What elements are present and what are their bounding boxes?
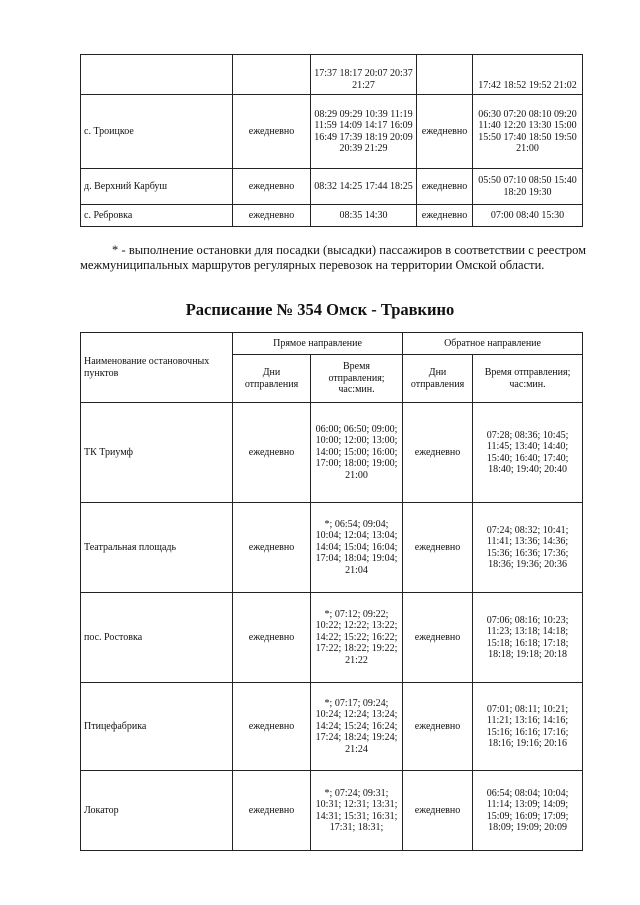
table-row	[81, 205, 583, 227]
table-row	[81, 503, 583, 593]
forward-days	[233, 55, 311, 95]
backward-days: ежедневно	[417, 169, 473, 205]
footnote: * - выполнение остановки для посадки (высадки) пассажиров в соответствии с реестром межмуниципальных маршрутов регулярных перевозок на территории Омской области.	[80, 243, 586, 272]
backward-times: 07:06; 08:16; 10:23; 11:23; 13:18; 14:18; 15:18; 16:18; 17:18; 18:18; 19:18; 20:18	[473, 593, 583, 683]
route-schedule-table-continued	[80, 54, 583, 227]
stop-column-header: Наименование остановочных пунктов	[81, 333, 233, 403]
forward-time-header: Время отправления; час:мин.	[311, 355, 403, 403]
backward-times: 07:01; 08:11; 10:21; 11:21; 13:16; 14:16; 15:16; 16:16; 17:16; 18:16; 19:16; 20:16	[473, 683, 583, 771]
stop-name: д. Верхний Карбуш	[81, 169, 233, 205]
stop-name: ТК Триумф	[81, 403, 233, 503]
forward-days: ежедневно	[233, 169, 311, 205]
backward-times: 06:30 07:20 08:10 09:20 11:40 12:20 13:30 15:00 15:50 17:40 18:50 19:50 21:00	[473, 95, 583, 169]
backward-days-header: Дни отправления	[403, 355, 473, 403]
forward-times: *; 07:24; 09:31; 10:31; 12:31; 13:31; 14:31; 15:31; 16:31; 17:31; 18:31;	[311, 771, 403, 851]
backward-time-header: Время отправления; час:мин.	[473, 355, 583, 403]
schedule-title: Расписание № 354 Омск - Травкино	[185, 300, 455, 319]
backward-days: ежедневно	[403, 771, 473, 851]
table-row	[81, 593, 583, 683]
table-row	[81, 403, 583, 503]
table-row	[81, 683, 583, 771]
forward-times: 17:37 18:17 20:07 20:37 21:27	[311, 55, 417, 95]
forward-times: *; 06:54; 09:04; 10:04; 12:04; 13:04; 14:04; 15:04; 16:04; 17:04; 18:04; 19:04; 21:04	[311, 503, 403, 593]
stop-name: с. Троицкое	[81, 95, 233, 169]
forward-times: 06:00; 06:50; 09:00; 10:00; 12:00; 13:00; 14:00; 15:00; 16:00; 17:00; 18:00; 19:00; 21:00	[311, 403, 403, 503]
stop-name: пос. Ростовка	[81, 593, 233, 683]
header-row	[81, 333, 583, 355]
backward-days: ежедневно	[417, 205, 473, 227]
table-row	[81, 169, 583, 205]
forward-days: ежедневно	[233, 503, 311, 593]
forward-times: *; 07:12; 09:22; 10:22; 12:22; 13:22; 14:22; 15:22; 16:22; 17:22; 18:22; 19:22; 21:22	[311, 593, 403, 683]
forward-days: ежедневно	[233, 683, 311, 771]
table-row	[81, 55, 583, 95]
stop-name: Театральная площадь	[81, 503, 233, 593]
forward-days: ежедневно	[233, 205, 311, 227]
backward-times: 05:50 07:10 08:50 15:40 18:20 19:30	[473, 169, 583, 205]
forward-times: 08:32 14:25 17:44 18:25	[311, 169, 417, 205]
stop-name: Локатор	[81, 771, 233, 851]
table-row	[81, 771, 583, 851]
backward-times: 17:42 18:52 19:52 21:02	[473, 55, 583, 95]
backward-days: ежедневно	[403, 683, 473, 771]
backward-times: 07:24; 08:32; 10:41; 11:41; 13:36; 14:36; 15:36; 16:36; 17:36; 18:36; 19:36; 20:36	[473, 503, 583, 593]
forward-days: ежедневно	[233, 593, 311, 683]
backward-times: 07:00 08:40 15:30	[473, 205, 583, 227]
forward-days: ежедневно	[233, 771, 311, 851]
backward-days: ежедневно	[417, 95, 473, 169]
stop-name: с. Ребровка	[81, 205, 233, 227]
forward-direction-header: Прямое направление	[233, 333, 403, 355]
forward-times: *; 07:17; 09:24; 10:24; 12:24; 13:24; 14:24; 15:24; 16:24; 17:24; 18:24; 19:24; 21:24	[311, 683, 403, 771]
backward-days: ежедневно	[403, 403, 473, 503]
backward-days	[417, 55, 473, 95]
forward-times: 08:29 09:29 10:39 11:19 11:59 14:09 14:17 16:09 16:49 17:39 18:19 20:09 20:39 21:29	[311, 95, 417, 169]
forward-days-header: Дни отправления	[233, 355, 311, 403]
backward-days: ежедневно	[403, 503, 473, 593]
stop-name: Птицефабрика	[81, 683, 233, 771]
schedule-table-354	[80, 332, 583, 851]
forward-days: ежедневно	[233, 95, 311, 169]
backward-times: 06:54; 08:04; 10:04; 11:14; 13:09; 14:09; 15:09; 16:09; 17:09; 18:09; 19:09; 20:09	[473, 771, 583, 851]
backward-days: ежедневно	[403, 593, 473, 683]
forward-times: 08:35 14:30	[311, 205, 417, 227]
backward-times: 07:28; 08:36; 10:45; 11:45; 13:40; 14:40; 15:40; 16:40; 17:40; 18:40; 19:40; 20:40	[473, 403, 583, 503]
forward-days: ежедневно	[233, 403, 311, 503]
table-row	[81, 95, 583, 169]
stop-name	[81, 55, 233, 95]
backward-direction-header: Обратное направление	[403, 333, 583, 355]
